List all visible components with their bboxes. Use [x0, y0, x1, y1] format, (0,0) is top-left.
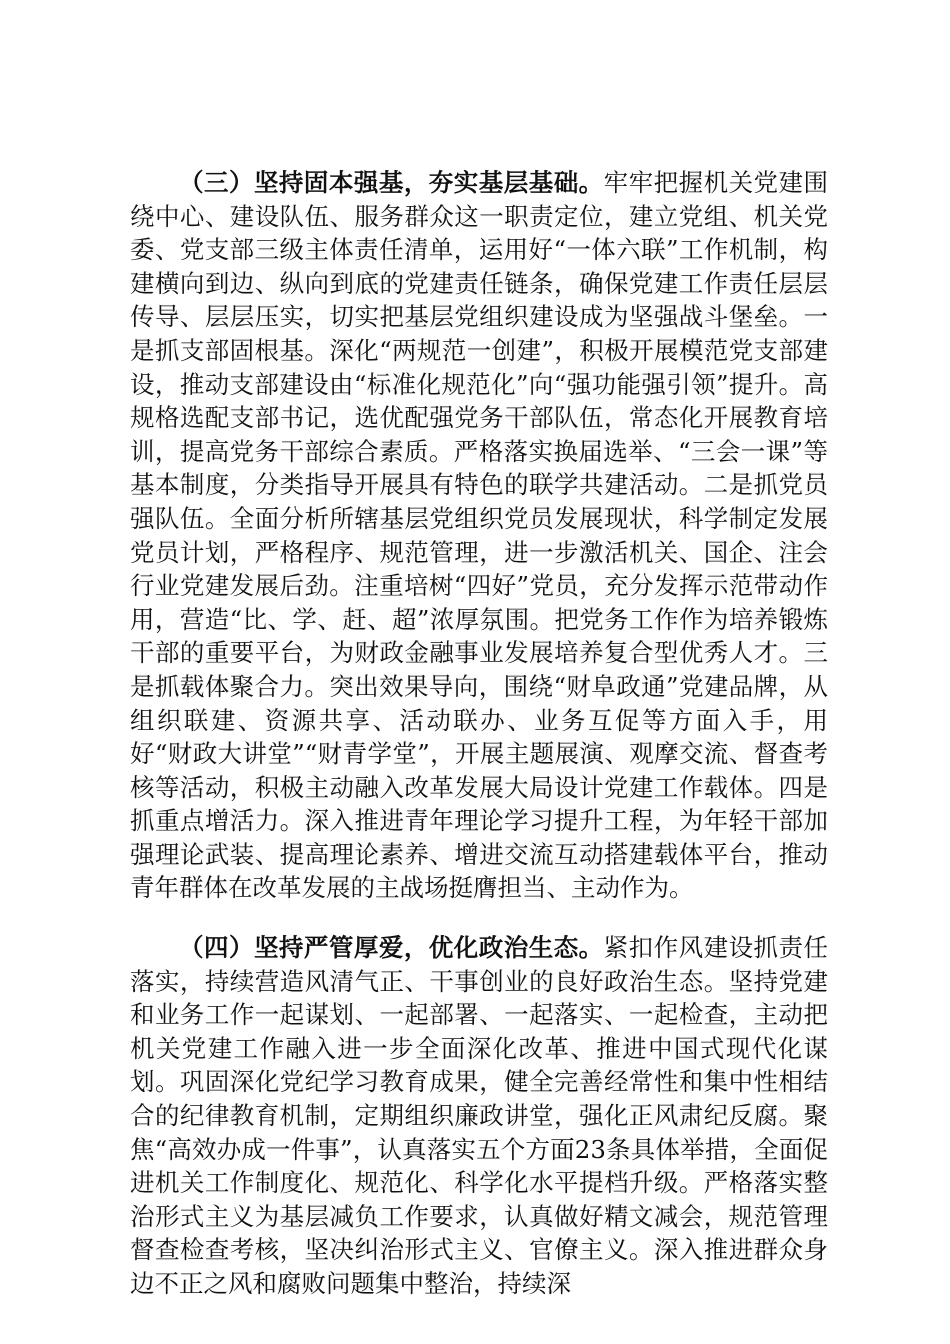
- section-3-body: 牢牢把握机关党建围绕中心、建设队伍、服务群众这一职责定位，建立党组、机关党委、党支部三级主体责任清单，运用好“一体六联”工作机制，构建横向到边、纵向到底的党建责任链条，确保党建工作责任层层传导、层层压实，切实把基层党组织建设成为坚强战斗堡垒。一是抓支部固根基。深化“两规范一创建”，积极开展模范党支部建设，推动支部建设由“标准化规范化”向“强功能强引领”提升。高规格选配支部书记，选优配强党务干部队伍，常态化开展教育培训，提高党务干部综合素质。严格落实换届选举、“三会一课”等基本制度，分类指导开展具有特色的联学共建活动。二是抓党员强队伍。全面分析所辖基层党组织党员发展现状，科学制定发展党员计划，严格程序、规范管理，进一步激活机关、国企、注会行业党建发展后劲。注重培树“四好”党员，充分发挥示范带动作用，营造“比、学、赶、超”浓厚氛围。把党务工作作为培养锻炼干部的重要平台，为财政金融事业发展培养复合型优秀人才。三是抓载体聚合力。突出效果导向，围绕“财阜政通”党建品牌，从组织联建、资源共享、活动联办、业务互促等方面入手，用好“财政大讲堂”“财青学堂”，开展主题展演、观摩交流、督查考核等活动，积极主动融入改革发展大局设计党建工作载体。四是抓重点增活力。深入推进青年理论学习提升工程，为年轻干部加强理论武装、提高理论素养、增进交流互动搭建载体平台，推动青年群体在改革发展的主战场挺膺担当、主动作为。: [130, 168, 829, 903]
- paragraph-section-4: [130, 931, 828, 1301]
- section-4-heading: （四）坚持严管厚爱，优化政治生态。: [179, 933, 604, 963]
- paragraph-section-3: [130, 166, 828, 905]
- section-3-heading: （三）坚持固本强基，夯实基层基础。: [179, 168, 604, 197]
- section-4-body: 紧扣作风建设抓责任落实，持续营造风清气正、干事创业的良好政治生态。坚持党建和业务工作一起谋划、一起部署、一起落实、一起检查，主动把机关党建工作融入进一步全面深化改革、推进中国式现代化谋划。巩固深化党纪学习教育成果，健全完善经常性和集中性相结合的纪律教育机制，定期组织廉政讲堂，强化正风肃纪反腐。聚焦“高效办成一件事”，认真落实五个方面23条具体举措，全面促进机关工作制度化、规范化、科学化水平提档升级。严格落实整治形式主义为基层减负工作要求，认真做好精文减会，规范管理督查检查考核，坚决纠治形式主义、官僚主义。深入推进群众身边不正之风和腐败问题集中整治，持续深: [130, 933, 829, 1298]
- document-body: [130, 166, 828, 1301]
